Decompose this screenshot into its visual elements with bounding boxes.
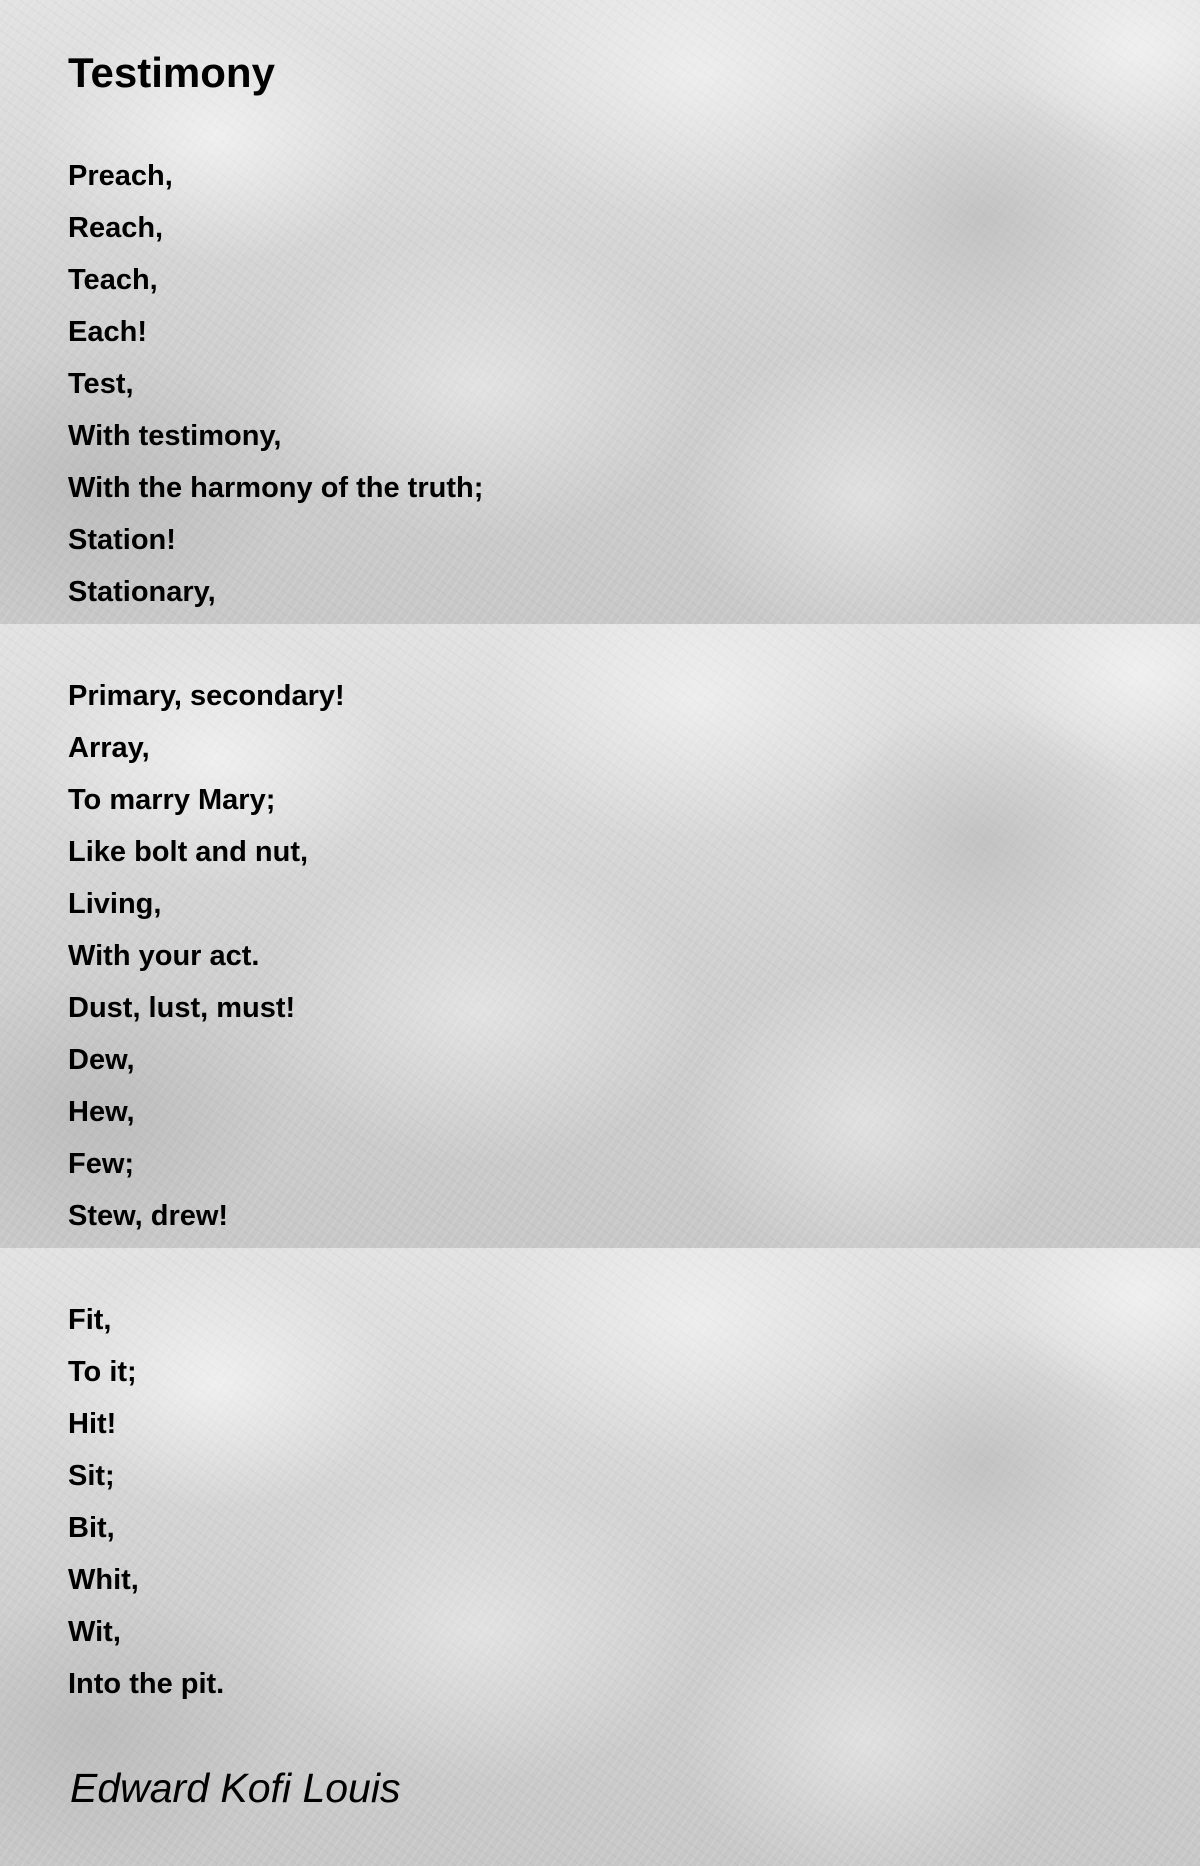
poem-line: With the harmony of the truth;	[68, 472, 484, 504]
poem-line: To marry Mary;	[68, 784, 276, 816]
poem-line: Test,	[68, 368, 134, 400]
poem-line: Like bolt and nut,	[68, 836, 309, 868]
poem-line: Reach,	[68, 212, 164, 244]
poem-author: Edward Kofi Louis	[70, 1765, 401, 1811]
poem-line: Wit,	[68, 1616, 121, 1648]
poem-line: With your act.	[68, 940, 260, 972]
poem-line: Teach,	[68, 264, 158, 296]
poem-title: Testimony	[68, 49, 275, 96]
stanza-1	[68, 150, 483, 618]
poem-line: Into the pit.	[68, 1668, 225, 1700]
poem-line: With testimony,	[68, 420, 282, 452]
poem-line: Fit,	[68, 1304, 112, 1336]
poem-line: Bit,	[68, 1512, 115, 1544]
poem-line: Primary, secondary!	[68, 680, 345, 712]
poem-line: Dust, lust, must!	[68, 992, 296, 1024]
poem-line: Stationary,	[68, 576, 216, 608]
poem-line: Stew, drew!	[68, 1200, 229, 1232]
poem-line: Station!	[68, 524, 176, 556]
poem-line: Each!	[68, 316, 147, 348]
poem-line: Preach,	[68, 160, 173, 192]
poem-line: Hew,	[68, 1096, 135, 1128]
poem-line: Array,	[68, 732, 150, 764]
stanza-3	[68, 1294, 224, 1710]
poem-line: Dew,	[68, 1044, 135, 1076]
poem-line: Few;	[68, 1148, 135, 1180]
poem-line: Living,	[68, 888, 162, 920]
poem-line: Whit,	[68, 1564, 139, 1596]
stanza-2	[68, 670, 345, 1242]
poem-line: To it;	[68, 1356, 137, 1388]
poem-line: Sit;	[68, 1460, 115, 1492]
poem-line: Hit!	[68, 1408, 117, 1440]
